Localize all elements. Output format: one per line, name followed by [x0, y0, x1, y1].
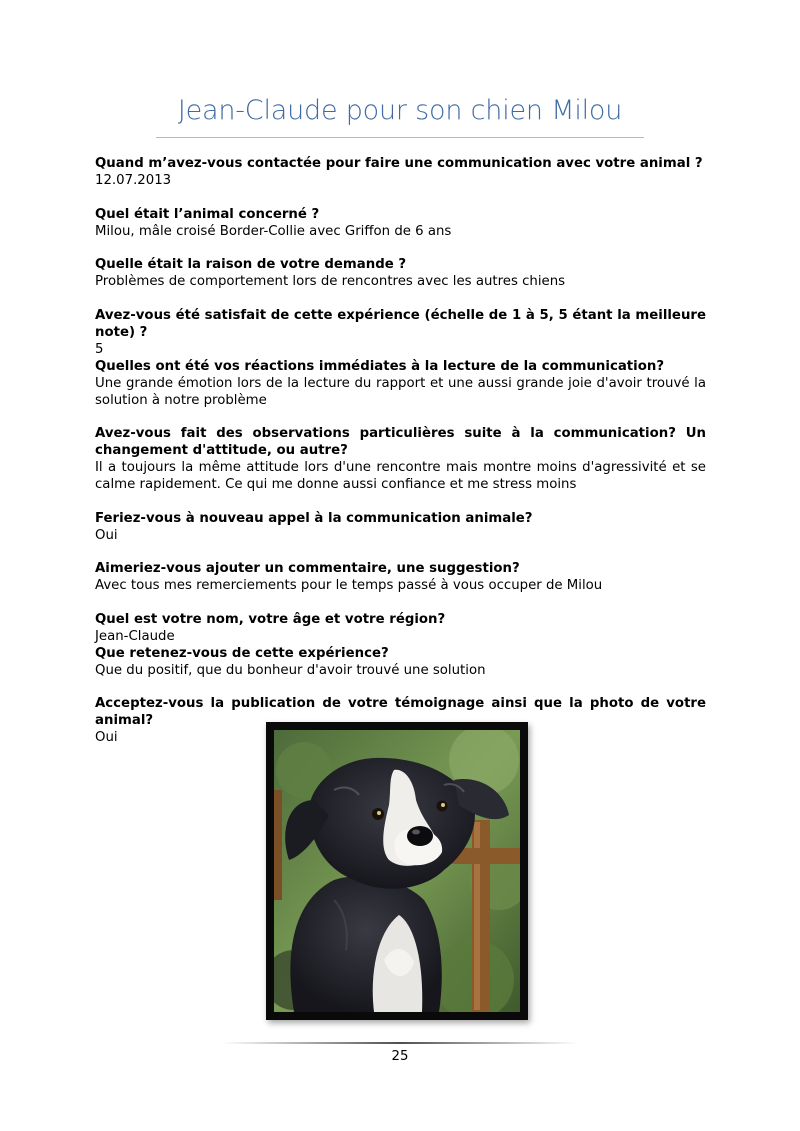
answer: 12.07.2013	[95, 173, 172, 188]
answer: Oui	[95, 527, 118, 543]
page-title: Jean-Claude pour son chien Milou	[177, 95, 623, 126]
footer-divider	[222, 1042, 578, 1044]
answer: Avec tous mes remerciements pour le temps passé à vous occuper de Milou	[95, 578, 603, 593]
question: Feriez-vous à nouveau appel à la communication animale?	[95, 510, 533, 526]
question: Quel est votre nom, votre âge et votre région?	[95, 611, 446, 627]
answer: Milou, mâle croisé Border-Collie avec Griffon de 6 ans	[95, 223, 452, 239]
title-divider	[156, 137, 644, 138]
question: Quand m’avez-vous contactée pour faire une communication avec votre animal ?	[95, 156, 703, 171]
qa-reason	[95, 256, 706, 290]
qa-observations	[95, 425, 706, 493]
qa-takeaway	[95, 645, 706, 679]
qa-again	[95, 510, 706, 544]
question: Quelle était la raison de votre demande ?	[95, 257, 407, 272]
question: Que retenez-vous de cette expérience?	[95, 645, 389, 661]
page-number: 25	[391, 1049, 409, 1064]
answer: Une grande émotion lors de la lecture du rapport et une aussi grande joie d'avoir trouvé la solution à notre problème	[95, 375, 706, 408]
answer: Que du positif, que du bonheur d'avoir trouvé une solution	[95, 662, 486, 678]
answer: 5	[95, 341, 104, 357]
dog-photo-frame	[266, 722, 528, 1020]
answer: Il a toujours la même attitude lors d'une rencontre mais montre moins d'agressivité et se calme rapidement. Ce qui me donne aussi confiance et me stress moins	[95, 460, 706, 492]
question: Quelles ont été vos réactions immédiates à la lecture de la communication?	[95, 358, 665, 374]
dog-photo	[274, 730, 520, 1012]
question: Avez-vous été satisfait de cette expérience (échelle de 1 à 5, 5 étant la meilleure note) ?	[95, 307, 706, 340]
answer: Oui	[95, 730, 118, 745]
answer: Jean-Claude	[95, 628, 175, 644]
question: Acceptez-vous la publication de votre témoignage ainsi que la photo de votre animal?	[95, 696, 706, 728]
question: Aimeriez-vous ajouter un commentaire, une suggestion?	[95, 561, 520, 576]
qa-name	[95, 611, 706, 645]
question: Quel était l’animal concerné ?	[95, 206, 320, 222]
answer: Problèmes de comportement lors de rencontres avec les autres chiens	[95, 274, 566, 289]
qa-reactions	[95, 358, 706, 409]
question: Avez-vous fait des observations particulières suite à la communication? Un changement d'attitude, ou autre?	[95, 426, 706, 458]
questionnaire	[95, 155, 706, 746]
qa-contact-date	[95, 155, 706, 189]
qa-comment	[95, 560, 706, 594]
qa-animal	[95, 206, 706, 240]
qa-satisfaction	[95, 307, 706, 358]
